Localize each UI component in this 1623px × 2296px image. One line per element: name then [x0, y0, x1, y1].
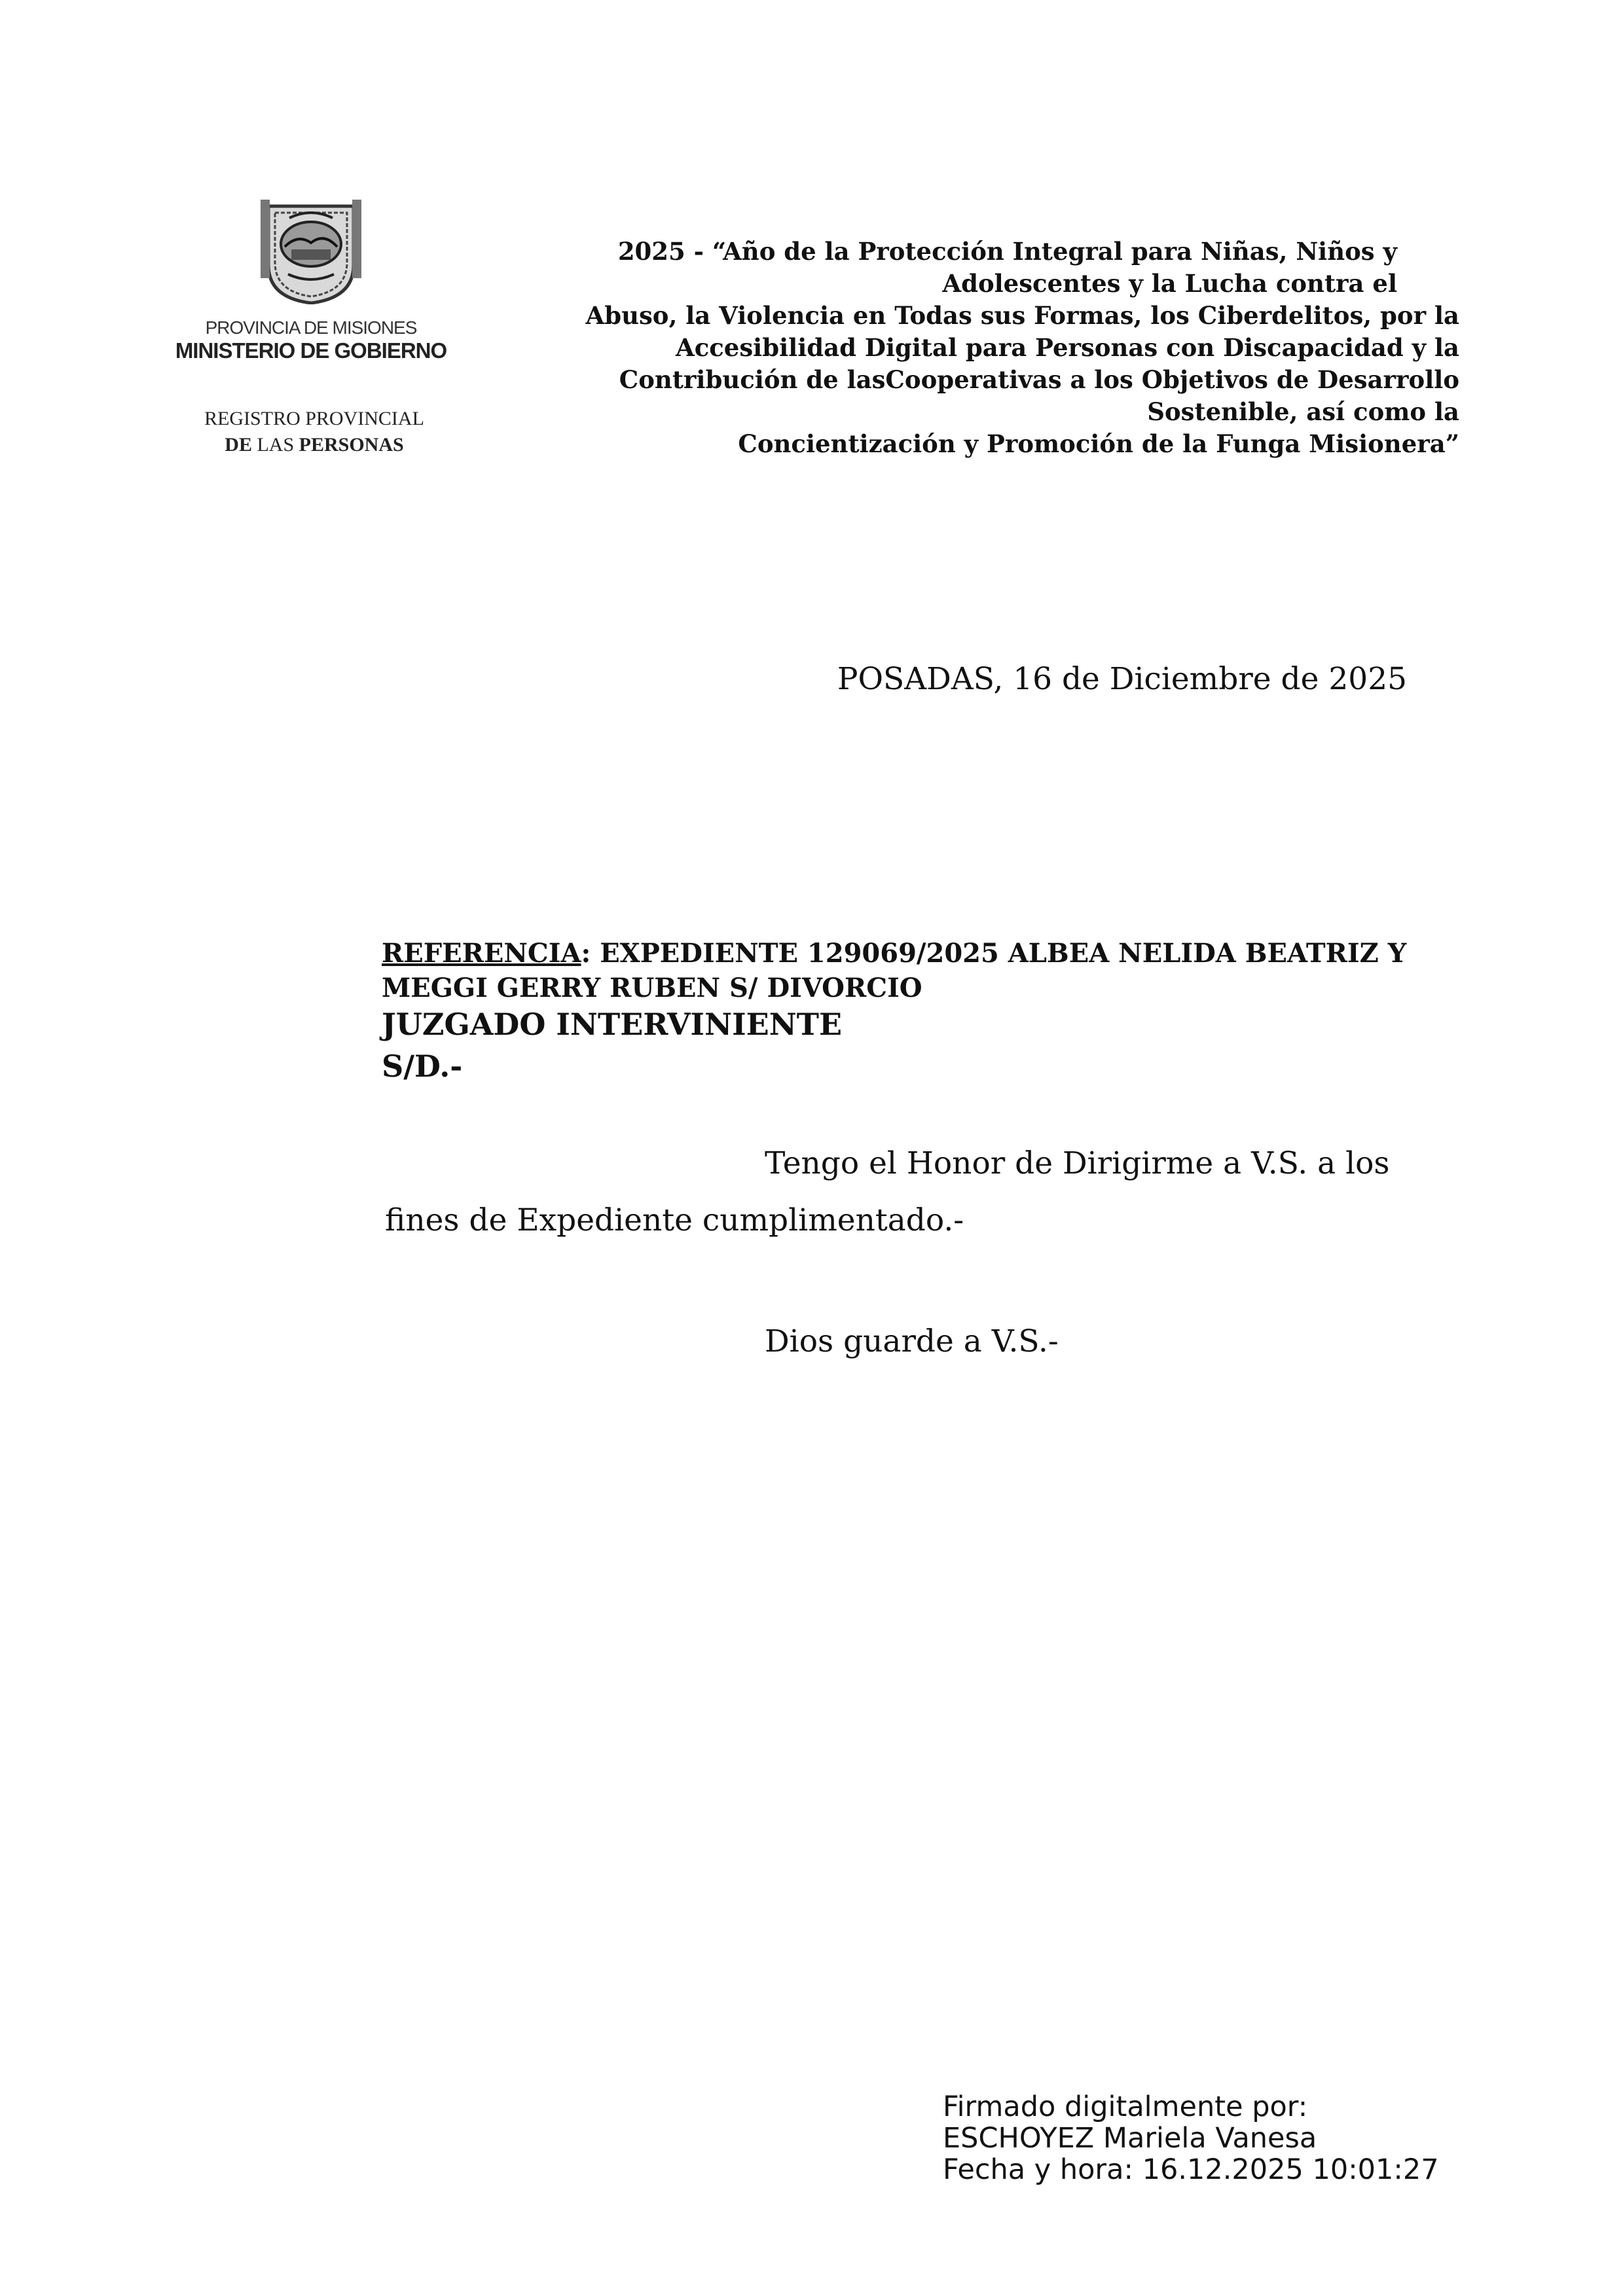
- registry-line-2: [164, 432, 465, 458]
- motto-line: Concientización y Promoción de la Funga Misionera”: [738, 429, 1459, 458]
- misiones-coat-of-arms-icon: [255, 193, 367, 304]
- logo-province-text: PROVINCIA DE MISIONES: [205, 317, 417, 338]
- reference-label: REFERENCIA: [382, 938, 581, 969]
- registry-line-1: REGISTRO PROVINCIAL: [204, 408, 424, 429]
- signature-timestamp: Fecha y hora: 16.12.2025 10:01:27: [943, 2153, 1439, 2186]
- motto-line: Contribución de lasCooperativas a los Objetivos de Desarrollo: [619, 365, 1459, 394]
- signature-line-1: Firmado digitalmente por:: [943, 2090, 1308, 2123]
- digital-signature: [943, 2091, 1439, 2185]
- year-motto: [477, 236, 1459, 460]
- reference-line-2: MEGGI GERRY RUBEN S/ DIVORCIO: [382, 973, 922, 1003]
- logo-ministry-text: MINISTERIO DE GOBIERNO: [175, 338, 447, 363]
- reference-block: [382, 936, 1482, 1085]
- date-line: POSADAS, 16 de Diciembre de 2025: [837, 661, 1407, 697]
- court-name: JUZGADO INTERVINIENTE: [382, 1007, 843, 1042]
- registry-name: [164, 406, 465, 458]
- motto-line: Sostenible, así como la: [1147, 397, 1459, 426]
- registry-personas: PERSONAS: [299, 434, 404, 456]
- registry-las: LAS: [251, 434, 299, 456]
- body-paragraph-line-2: fines de Expediente cumplimentado.-: [385, 1202, 964, 1238]
- reference-case: : EXPEDIENTE 129069/2025 ALBEA NELIDA BEATRIZ Y: [581, 938, 1407, 969]
- closing-line: Dios guarde a V.S.-: [765, 1323, 1059, 1359]
- sd-line: S/D.-: [382, 1049, 463, 1084]
- motto-line: Accesibilidad Digital para Personas con Discapacidad y la: [676, 333, 1459, 362]
- ministry-logo: [157, 193, 465, 373]
- motto-line: Abuso, la Violencia en Todas sus Formas, los Ciberdelitos, por la: [585, 301, 1459, 330]
- body-paragraph-line-1: Tengo el Honor de Dirigirme a V.S. a los: [765, 1145, 1390, 1181]
- motto-line: 2025 - “Año de la Protección Integral para Niñas, Niños y: [617, 237, 1397, 266]
- registry-de: DE: [225, 434, 252, 456]
- reference-line-1: [382, 936, 1482, 971]
- signature-signer: ESCHOYEZ Mariela Vanesa: [943, 2122, 1317, 2155]
- motto-line: Adolescentes y la Lucha contra el: [942, 269, 1397, 298]
